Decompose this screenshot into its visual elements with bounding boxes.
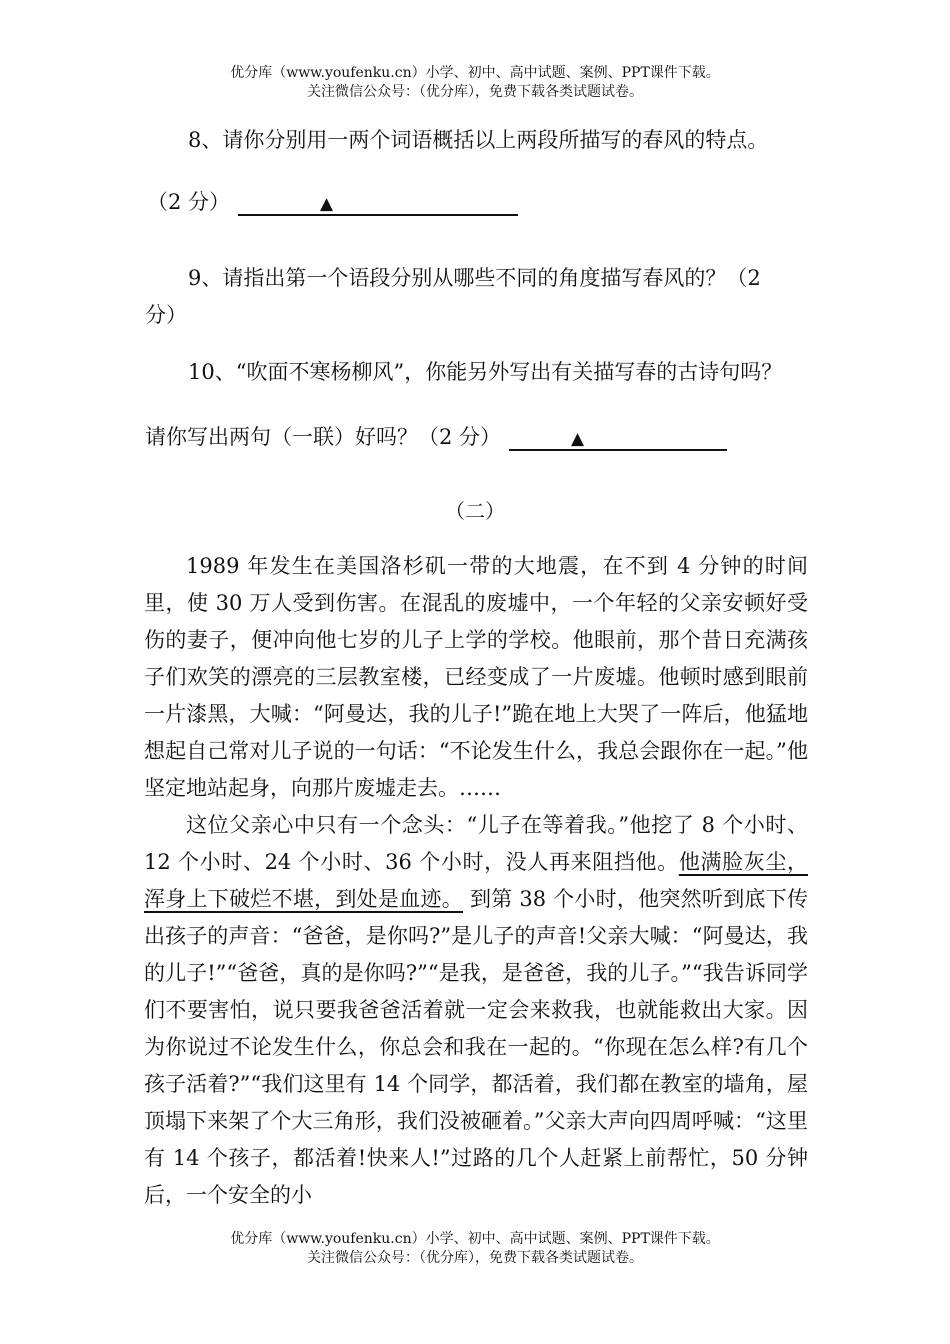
underlined-sentence: 他满脸灰尘，浑身上下破烂不堪，到处是血迹。 <box>144 850 808 911</box>
question-10-answer-row <box>145 421 727 451</box>
question-10-line-2: 请你写出两句（一联）好吗？（2 分） <box>145 425 502 449</box>
section-title: （二） <box>445 499 505 523</box>
passage-paragraph-1: 1989 年发生在美国洛杉矶一带的大地震，在不到 4 分钟的时间里，使 30 万人受到伤害。在混乱的废墟中，一个年轻的父亲安顿好受伤的妻子，便冲向他七岁的儿子上学的学校。他眼前，那个昔日充满孩子们欢笑的漂亮的三层教室楼，已经变成了一片废墟。他顿时感到眼前一片漆黑，大喊：“阿曼达，我的儿子!”跪在地上大哭了一阵后，他猛地想起自己常对儿子说的一句话：“不论发生什么，我总会跟你在一起。”他坚定地站起身，向那片废墟走去。…… <box>144 554 808 800</box>
passage-paragraph-2 <box>144 807 808 1214</box>
page-footer <box>0 1230 950 1268</box>
question-9-line-1: 9、请指出第一个语段分别从哪些不同的角度描写春风的？（2 <box>188 266 761 290</box>
question-9-line-2: 分） <box>145 303 187 327</box>
passage-p2-start: 这位父亲心中只有一个念头：“儿子在等着我。”他挖了 8 个小时、12 个小时、24 个小时、36 个小时，没人再来阻挡他。 <box>144 813 808 874</box>
question-10-answer-blank[interactable] <box>509 427 727 451</box>
page-header <box>0 64 950 102</box>
question-8-text: 8、请你分别用一两个词语概括以上两段所描写的春风的特点。 <box>188 128 769 152</box>
passage-p2-rest: 到第 38 个小时，他突然听到底下传出孩子的声音：“爸爸，是你吗?”是儿子的声音!父亲大喊：“阿曼达，我的儿子!”“爸爸，真的是你吗?”“是我，是爸爸，我的儿子。”“我告诉同学们不要害怕，说只要我爸爸活着就一定会来救我，也就能救出大家。因为你说过不论发生什么，你总会和我在一起的。“你现在怎么样?有几个孩子活着?”“我们这里有 14 个同学，都活着，我们都在教室的墙角，屋顶塌下来架了个大三角形，我们没被砸着。”父亲大声向四周呼喊：“这里有 14 个孩子，都活着!快来人!”过路的几个人赶紧上前帮忙，50 分钟后，一个安全的小 <box>144 887 809 1207</box>
reading-passage <box>144 548 808 1214</box>
question-8-answer-row <box>147 186 518 216</box>
header-line-2: 关注微信公众号：（优分库），免费下载各类试题试卷。 <box>307 84 643 100</box>
footer-line-2: 关注微信公众号：（优分库），免费下载各类试题试卷。 <box>307 1250 643 1266</box>
header-line-1: 优分库（www.youfenku.cn）小学、初中、高中试题、案例、PPT课件下载。 <box>230 65 720 81</box>
answer-marker-icon: ▲ <box>320 194 334 214</box>
question-10-line-1: 10、“吹面不寒杨柳风”，你能另外写出有关描写春的古诗句吗？ <box>188 360 783 384</box>
footer-line-1: 优分库（www.youfenku.cn）小学、初中、高中试题、案例、PPT课件下载。 <box>230 1231 720 1247</box>
answer-marker-icon: ▲ <box>571 429 585 449</box>
question-8-answer-blank[interactable] <box>238 192 518 216</box>
question-8-score: （2 分） <box>147 190 231 214</box>
